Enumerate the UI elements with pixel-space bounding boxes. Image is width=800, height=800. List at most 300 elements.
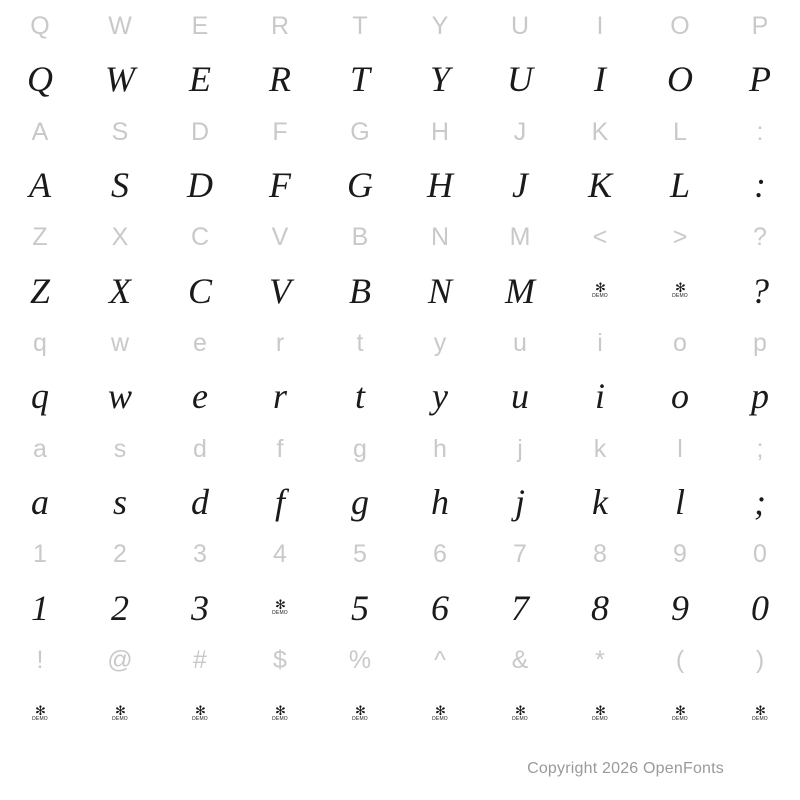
keys-row-1-cell <box>720 0 800 53</box>
demo-label: DEMO <box>672 715 688 722</box>
sample-row-3-cell <box>720 264 800 317</box>
glyph-sample: h <box>431 482 449 523</box>
keys-row-4-cell <box>720 317 800 370</box>
key-label: S <box>111 117 129 146</box>
glyph-sample: S <box>111 164 129 205</box>
keys-row-6-cell <box>240 529 320 582</box>
key-label: % <box>348 646 372 675</box>
key-label: t <box>356 329 364 358</box>
sample-row-1-cell <box>640 53 720 106</box>
demo-leaf-icon: ✻ <box>195 702 205 718</box>
sample-row-5-cell <box>560 476 640 529</box>
key-label: l <box>677 434 683 463</box>
key-label: C <box>190 223 210 252</box>
glyph-sample: 6 <box>431 587 449 628</box>
glyph-sample: R <box>269 59 291 100</box>
sample-row-5-cell <box>400 476 480 529</box>
glyph-sample: e <box>192 376 208 417</box>
glyph-sample: o <box>671 376 689 417</box>
glyph-sample: a <box>31 482 49 523</box>
demo-leaf-icon: ✻ <box>115 702 125 718</box>
key-label: d <box>193 434 207 463</box>
sample-row-4-cell <box>320 370 400 423</box>
sample-row-1-cell <box>480 53 560 106</box>
sample-row-2-cell <box>0 159 80 212</box>
keys-row-3-cell <box>80 211 160 264</box>
sample-row-2-cell <box>80 159 160 212</box>
sample-row-7-cell <box>480 687 560 740</box>
glyph-sample: Z <box>29 270 51 311</box>
glyph-sample: r <box>272 376 287 417</box>
sample-row-1-cell <box>320 53 400 106</box>
sample-row-3-cell <box>640 264 720 317</box>
demo-label: DEMO <box>32 715 48 722</box>
glyph-sample: i <box>594 376 605 417</box>
sample-row-3-cell <box>0 264 80 317</box>
demo-watermark-icon <box>272 702 288 722</box>
sample-row-1-cell <box>240 53 320 106</box>
demo-label: DEMO <box>592 292 608 299</box>
keys-row-7-cell <box>720 634 800 687</box>
sample-row-5-cell <box>480 476 560 529</box>
keys-row-3-cell <box>0 211 80 264</box>
demo-label: DEMO <box>752 715 768 722</box>
keys-row-1-cell <box>400 0 480 53</box>
sample-row-2-cell <box>160 159 240 212</box>
glyph-sample: Y <box>429 59 451 100</box>
demo-label: DEMO <box>112 715 128 722</box>
keys-row-2-cell <box>560 106 640 159</box>
keys-row-3-cell <box>400 211 480 264</box>
sample-row-5-cell <box>640 476 720 529</box>
key-label: O <box>670 11 690 40</box>
keys-row-7-cell <box>560 634 640 687</box>
sample-row-3-cell <box>240 264 320 317</box>
key-label: B <box>351 223 369 252</box>
key-label: E <box>191 11 209 40</box>
sample-row-7-cell <box>400 687 480 740</box>
sample-row-2-cell <box>560 159 640 212</box>
glyph-sample: D <box>187 164 213 205</box>
demo-leaf-icon: ✻ <box>595 279 605 295</box>
key-label: T <box>352 11 368 40</box>
key-label: u <box>513 329 527 358</box>
sample-row-5-cell <box>160 476 240 529</box>
glyph-sample: G <box>347 164 373 205</box>
key-label: ; <box>756 434 764 463</box>
sample-row-1-cell <box>560 53 640 106</box>
demo-watermark-icon <box>272 596 288 616</box>
sample-row-1-cell <box>160 53 240 106</box>
demo-watermark-icon <box>192 702 208 722</box>
key-label: A <box>31 117 49 146</box>
demo-watermark-icon <box>352 702 368 722</box>
sample-row-5-cell <box>0 476 80 529</box>
keys-row-7-cell <box>400 634 480 687</box>
glyph-sample: d <box>191 482 209 523</box>
sample-row-4-cell <box>240 370 320 423</box>
sample-row-6-cell <box>320 581 400 634</box>
sample-row-4-cell <box>560 370 640 423</box>
key-label: @ <box>107 646 133 675</box>
keys-row-4-cell <box>560 317 640 370</box>
sample-row-1-cell <box>0 53 80 106</box>
sample-row-2-cell <box>240 159 320 212</box>
demo-watermark-icon <box>32 702 48 722</box>
sample-row-6-cell <box>160 581 240 634</box>
keys-row-3-cell <box>720 211 800 264</box>
keys-row-4-cell <box>320 317 400 370</box>
glyph-sample: 7 <box>511 587 529 628</box>
keys-row-6-cell <box>160 529 240 582</box>
glyph-sample: I <box>594 59 606 100</box>
key-label: ^ <box>434 646 446 675</box>
keys-row-2-cell <box>80 106 160 159</box>
key-label: g <box>353 434 367 463</box>
keys-row-1-cell <box>240 0 320 53</box>
keys-row-4-cell <box>240 317 320 370</box>
keys-row-5-cell <box>560 423 640 476</box>
glyph-sample: O <box>667 59 693 100</box>
glyph-sample: s <box>112 482 127 523</box>
demo-label: DEMO <box>192 715 208 722</box>
glyph-sample: y <box>432 376 448 417</box>
keys-row-1-cell <box>480 0 560 53</box>
sample-row-7-cell <box>640 687 720 740</box>
sample-row-6-cell <box>560 581 640 634</box>
glyph-sample: 9 <box>671 587 689 628</box>
sample-row-3-cell <box>400 264 480 317</box>
sample-row-6-cell <box>0 581 80 634</box>
demo-watermark-icon <box>752 702 768 722</box>
demo-leaf-icon: ✻ <box>275 702 285 718</box>
keys-row-6-cell <box>720 529 800 582</box>
key-label: s <box>113 434 127 463</box>
demo-label: DEMO <box>272 609 288 616</box>
key-label: i <box>597 329 603 358</box>
key-label: J <box>513 117 527 146</box>
sample-row-5-cell <box>80 476 160 529</box>
demo-watermark-icon <box>592 279 608 299</box>
keys-row-7-cell <box>0 634 80 687</box>
keys-row-6-cell <box>400 529 480 582</box>
sample-row-4-cell <box>0 370 80 423</box>
keys-row-6-cell <box>560 529 640 582</box>
key-label: # <box>193 646 207 675</box>
key-label: F <box>272 117 288 146</box>
glyph-sample: P <box>749 59 771 100</box>
key-label: < <box>592 223 608 252</box>
keys-row-3-cell <box>640 211 720 264</box>
keys-row-3-cell <box>560 211 640 264</box>
keys-row-2-cell <box>320 106 400 159</box>
glyph-sample: f <box>274 482 285 523</box>
demo-leaf-icon: ✻ <box>675 279 685 295</box>
glyph-sample: 2 <box>111 587 129 628</box>
demo-watermark-icon <box>432 702 448 722</box>
glyph-sample: E <box>189 59 211 100</box>
keys-row-3-cell <box>320 211 400 264</box>
glyph-sample: U <box>507 59 533 100</box>
key-label: W <box>108 11 132 40</box>
sample-row-3-cell <box>160 264 240 317</box>
keys-row-7-cell <box>160 634 240 687</box>
demo-leaf-icon: ✻ <box>755 702 765 718</box>
keys-row-4-cell <box>480 317 560 370</box>
glyph-sample: T <box>349 59 371 100</box>
sample-row-4-cell <box>640 370 720 423</box>
glyph-sample: u <box>511 376 529 417</box>
key-label: V <box>271 223 289 252</box>
demo-watermark-icon <box>672 702 688 722</box>
demo-leaf-icon: ✻ <box>275 596 285 612</box>
sample-row-7-cell <box>240 687 320 740</box>
keys-row-7-cell <box>80 634 160 687</box>
key-label: 4 <box>273 540 287 569</box>
demo-leaf-icon: ✻ <box>515 702 525 718</box>
key-label: a <box>33 434 47 463</box>
sample-row-2-cell <box>400 159 480 212</box>
demo-label: DEMO <box>592 715 608 722</box>
key-label: q <box>33 329 47 358</box>
glyph-sample: ; <box>754 482 766 523</box>
key-label: k <box>593 434 607 463</box>
keys-row-1-cell <box>640 0 720 53</box>
keys-row-5-cell <box>0 423 80 476</box>
key-label: Y <box>431 11 449 40</box>
key-label: 9 <box>673 540 687 569</box>
glyph-sample: q <box>31 376 49 417</box>
keys-row-2-cell <box>640 106 720 159</box>
sample-row-2-cell <box>320 159 400 212</box>
glyph-sample: k <box>592 482 608 523</box>
sample-row-6-cell <box>240 581 320 634</box>
demo-watermark-icon <box>512 702 528 722</box>
sample-row-5-cell <box>720 476 800 529</box>
glyph-sample: 5 <box>351 587 369 628</box>
sample-row-2-cell <box>480 159 560 212</box>
sample-row-6-cell <box>400 581 480 634</box>
sample-row-7-cell <box>80 687 160 740</box>
glyph-sample: B <box>349 270 371 311</box>
sample-row-4-cell <box>720 370 800 423</box>
sample-row-5-cell <box>240 476 320 529</box>
keys-row-6-cell <box>80 529 160 582</box>
keys-row-2-cell <box>480 106 560 159</box>
key-label: X <box>111 223 129 252</box>
keys-row-5-cell <box>720 423 800 476</box>
glyph-sample: ? <box>751 270 769 311</box>
key-label: K <box>591 117 609 146</box>
key-label: 7 <box>513 540 527 569</box>
key-label: R <box>270 11 290 40</box>
keys-row-7-cell <box>640 634 720 687</box>
keys-row-2-cell <box>400 106 480 159</box>
keys-row-4-cell <box>80 317 160 370</box>
keys-row-6-cell <box>320 529 400 582</box>
glyph-sample: j <box>514 482 525 523</box>
glyph-sample: X <box>109 270 131 311</box>
keys-row-3-cell <box>240 211 320 264</box>
keys-row-5-cell <box>320 423 400 476</box>
sample-row-1-cell <box>720 53 800 106</box>
glyph-sample: W <box>105 59 135 100</box>
demo-leaf-icon: ✻ <box>675 702 685 718</box>
sample-row-6-cell <box>640 581 720 634</box>
keys-row-1-cell <box>560 0 640 53</box>
glyph-sample: p <box>751 376 769 417</box>
glyph-sample: K <box>587 164 612 205</box>
sample-row-3-cell <box>480 264 560 317</box>
demo-label: DEMO <box>512 715 528 722</box>
key-label: ? <box>753 223 767 252</box>
keys-row-1-cell <box>0 0 80 53</box>
keys-row-2-cell <box>240 106 320 159</box>
key-label: 2 <box>113 540 127 569</box>
glyph-sample: F <box>269 164 291 205</box>
glyph-sample: w <box>107 376 132 417</box>
key-label: D <box>190 117 210 146</box>
key-label: j <box>517 434 523 463</box>
key-label: ) <box>755 646 765 675</box>
keys-row-5-cell <box>240 423 320 476</box>
keys-row-2-cell <box>720 106 800 159</box>
sample-row-7-cell <box>0 687 80 740</box>
sample-row-1-cell <box>400 53 480 106</box>
keys-row-5-cell <box>640 423 720 476</box>
glyph-sample: Q <box>27 59 53 100</box>
key-label: f <box>276 434 284 463</box>
demo-leaf-icon: ✻ <box>435 702 445 718</box>
key-label: h <box>433 434 447 463</box>
keys-row-5-cell <box>80 423 160 476</box>
glyph-sample: 1 <box>31 587 49 628</box>
glyph-sample: J <box>512 164 528 205</box>
key-label: y <box>433 329 447 358</box>
sample-row-4-cell <box>160 370 240 423</box>
key-label: 3 <box>193 540 207 569</box>
glyph-sample: H <box>427 164 453 205</box>
key-label: ! <box>36 646 44 675</box>
keys-row-5-cell <box>480 423 560 476</box>
key-label: H <box>430 117 450 146</box>
keys-row-3-cell <box>480 211 560 264</box>
glyph-sample: t <box>354 376 365 417</box>
demo-watermark-icon <box>112 702 128 722</box>
glyph-sample: l <box>674 482 685 523</box>
key-label: * <box>595 646 605 675</box>
keys-row-1-cell <box>80 0 160 53</box>
sample-row-4-cell <box>80 370 160 423</box>
key-label: Z <box>32 223 48 252</box>
key-label: & <box>511 646 529 675</box>
sample-row-7-cell <box>160 687 240 740</box>
keys-row-6-cell <box>640 529 720 582</box>
demo-watermark-icon <box>672 279 688 299</box>
keys-row-5-cell <box>400 423 480 476</box>
key-label: U <box>510 11 530 40</box>
sample-row-3-cell <box>560 264 640 317</box>
key-label: w <box>110 329 130 358</box>
keys-row-1-cell <box>160 0 240 53</box>
key-label: 8 <box>593 540 607 569</box>
key-label: G <box>350 117 370 146</box>
key-label: 6 <box>433 540 447 569</box>
keys-row-4-cell <box>640 317 720 370</box>
demo-label: DEMO <box>672 292 688 299</box>
sample-row-5-cell <box>320 476 400 529</box>
keys-row-6-cell <box>0 529 80 582</box>
key-label: P <box>751 11 769 40</box>
sample-row-4-cell <box>400 370 480 423</box>
demo-label: DEMO <box>272 715 288 722</box>
sample-row-7-cell <box>720 687 800 740</box>
key-label: L <box>673 117 687 146</box>
key-label: 5 <box>353 540 367 569</box>
key-label: o <box>673 329 687 358</box>
keys-row-7-cell <box>480 634 560 687</box>
key-label: : <box>756 117 764 146</box>
keys-row-1-cell <box>320 0 400 53</box>
glyph-sample: 8 <box>591 587 609 628</box>
sample-row-2-cell <box>640 159 720 212</box>
key-label: I <box>596 11 604 40</box>
keys-row-4-cell <box>0 317 80 370</box>
glyph-sample: : <box>754 164 766 205</box>
glyph-sample: M <box>505 270 535 311</box>
sample-row-3-cell <box>80 264 160 317</box>
glyph-sample: 0 <box>751 587 769 628</box>
sample-row-7-cell <box>320 687 400 740</box>
glyph-sample: 3 <box>191 587 209 628</box>
demo-watermark-icon <box>592 702 608 722</box>
demo-leaf-icon: ✻ <box>595 702 605 718</box>
glyph-sample: L <box>669 164 691 205</box>
key-label: r <box>275 329 285 358</box>
keys-row-5-cell <box>160 423 240 476</box>
keys-row-7-cell <box>320 634 400 687</box>
keys-row-6-cell <box>480 529 560 582</box>
glyph-sample: N <box>427 270 452 311</box>
key-label: N <box>430 223 450 252</box>
sample-row-6-cell <box>480 581 560 634</box>
key-label: > <box>672 223 688 252</box>
keys-row-7-cell <box>240 634 320 687</box>
copyright-footer: Copyright 2026 OpenFonts <box>527 760 724 777</box>
sample-row-4-cell <box>480 370 560 423</box>
demo-label: DEMO <box>432 715 448 722</box>
sample-row-2-cell <box>720 159 800 212</box>
sample-row-3-cell <box>320 264 400 317</box>
demo-leaf-icon: ✻ <box>35 702 45 718</box>
glyph-sample: V <box>269 270 291 311</box>
keys-row-4-cell <box>160 317 240 370</box>
key-label: ( <box>675 646 685 675</box>
key-label: Q <box>30 11 50 40</box>
demo-label: DEMO <box>352 715 368 722</box>
key-label: p <box>753 329 767 358</box>
sample-row-1-cell <box>80 53 160 106</box>
key-label: 0 <box>753 540 767 569</box>
key-label: M <box>509 223 531 252</box>
glyph-sample: A <box>29 164 51 205</box>
glyph-sample: g <box>351 482 369 523</box>
key-label: 1 <box>33 540 47 569</box>
keys-row-2-cell <box>160 106 240 159</box>
sample-row-6-cell <box>720 581 800 634</box>
key-label: $ <box>273 646 287 675</box>
keys-row-3-cell <box>160 211 240 264</box>
